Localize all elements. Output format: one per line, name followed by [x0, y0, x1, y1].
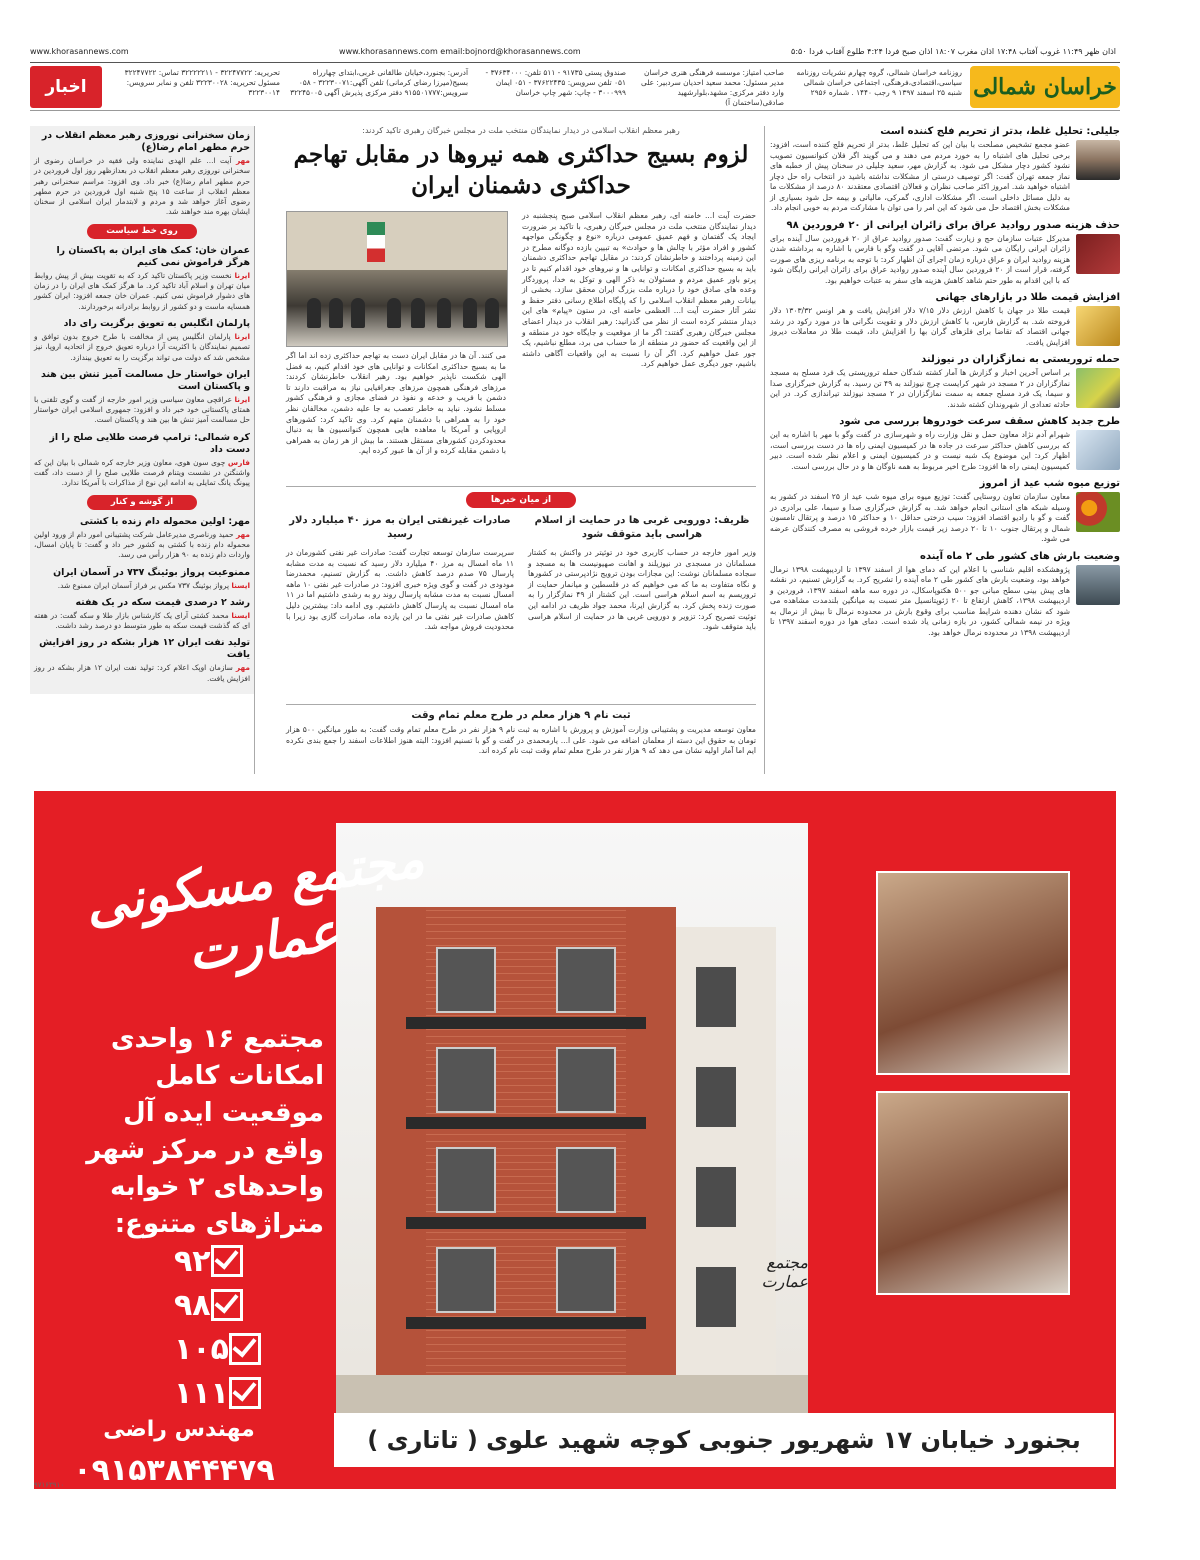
site-url-left[interactable]: www.khorasannews.com	[30, 46, 129, 56]
brief-body: نخست وزیر پاکستان تاکید کرد که به تقویت بیش از پیش روابط میان تهران و اسلام آباد تاکید کرد. ما هرگز کمک های ایران را در زمان های دشوار فراموش نمی کنیم. عمران خان جمعه افزود: ایران کشور همسایه ماست و دو کشور از روابط برادرانه برخوردارند.	[34, 270, 250, 311]
brief-title[interactable]: کره شمالی: ترامپ فرصت طلایی صلح را از دست داد	[49, 431, 250, 455]
passport-photo	[1076, 234, 1120, 274]
lead-story	[286, 211, 756, 456]
prayer-times: اذان ظهر ۱۱:۴۹ غروب آفتاب ۱۷:۴۸ اذان مغرب ۱۸:۰۷ اذان صبح فردا ۴:۲۴ طلوع آفتاب فردا ۵:۵۰	[791, 46, 1116, 56]
news-title[interactable]: حذف هزینه صدور روادید عراق برای زائران ایرانی از ۲۰ فروردین ۹۸	[786, 219, 1120, 231]
masthead-publisher: صاحب امتیاز: موسسه فرهنگی هنری خراسان مدیر مسئول: محمد سعید احدیان سردبیر: علی وارد دفتر مرکزی: مشهد،بلوارشهید صادقی(ساختمان آ)	[641, 68, 784, 107]
masthead-issue-info: روزنامه خراسان شمالی، گروه چهارم نشریات روزنامه سیاسی،اقتصادی،فرهنگی، اجتماعی خراسان شمالی شنبه ۲۵ اسفند ۱۳۹۷ ۹ رجب ۱۴۴۰ . شماره ۲۹۵۶	[796, 68, 962, 97]
sub-story-zarif	[528, 514, 756, 633]
news-body: بر اساس آخرین اخبار و گزارش ها آمار کشته شدگان حمله تروریستی یک فرد مسلح به مسجد نمازگزاران در ۲ مسجد در شهر کرایست چرچ نیوزلند به ۴۹ تن رسید. به گزارش خبرگزاری صدا و سیما، یک فرد مسلح جمعه به سمت نمازگزاران در ۲ مسجد نیوزلند تیراندازی کرد. در این حادثه تعدادی از شهروندان کشته شدند.	[770, 368, 1070, 409]
real-estate-ad[interactable]	[34, 791, 1116, 1489]
news-title[interactable]: افزایش قیمت طلا در بازارهای جهانی	[935, 292, 1120, 303]
brief-source: فارس	[227, 457, 250, 467]
ad-address: بجنورد خیابان ۱۷ شهریور جنوبی کوچه شهید علوی ( تاتاری )	[334, 1413, 1114, 1467]
brief-title[interactable]: ممنوعیت پرواز بوئینگ ۷۳۷ در آسمان ایران	[53, 566, 250, 578]
news-body: معاون سازمان تعاون روستایی گفت: توزیع میوه برای میوه شب عید از ۲۵ اسفند در کشور به وسیله شبکه های استانی انجام خواهد شد. به گزارش خبرگزاری صدا و سیما، علی برادری در گفت و گو با رادیو اقتصاد افزود: سیب درختی حداقل ۱۰ و حداکثر ۱۵ درصد و پرتقال تامسون شمال و پرتقال جنوب ۱۰ تا ۲۰ درصد زیر قیمت بازار خرده فروشی به مصرف کنندگان عرضه می شود.	[770, 492, 1071, 543]
sub-story-title[interactable]: ظریف: دورویی غربی ها در حمایت از اسلام هراسی باید متوقف شود	[534, 515, 750, 540]
sub-story-body: سرپرست سازمان توسعه تجارت گفت: صادرات غیر نفتی کشورمان در ۱۱ ماه امسال به مرز ۴۰ میلیارد دلار رسید که نسبت به مدت مشابه پارسال ۷۵ صدم درصد کاهش داشت. به گزارش تسنیم، محمدرضا مودودی در گفت و گوی ویژه خبری افزود: در صادرات غیر نفتی ۱۰ ماهه امسال نسبت به مدت مشابه پارسال روند رو به رشدی داشتیم اما در ۱۱ ماه امسال نسبت به پارسال کاهش داشتیم. وی ادامه داد: بیشترین دلیل کاهش صادرات غیر نفتی ما در این یازده ماه، صادرات گازی بود زیرا با محدودیت فروش مواجه شد.	[286, 548, 515, 632]
brief-item	[34, 597, 250, 632]
checkbox-icon	[229, 1377, 261, 1409]
sub-story-teachers	[286, 710, 756, 757]
brief-title[interactable]: رشد ۲ درصدی قیمت سکه در یک هفته	[75, 596, 250, 608]
brief-body: پرواز بوئینگ ۷۳۷ مکس بر فراز آسمان ایران ممنوع شد.	[57, 580, 230, 590]
around-badge: از گوشه و کنار	[87, 495, 197, 510]
brief-body: محمد کشتی آرای یک کارشناس بازار طلا و سکه گفت: در هفته ای که گذشت قیمت سکه به طور متوسط دو درصد رشد داشت.	[34, 610, 250, 631]
brief-title[interactable]: پارلمان انگلیس به تعویق برگزیت رای داد	[63, 317, 250, 329]
brief-item	[34, 245, 250, 312]
center-lead-column	[286, 126, 756, 756]
feature-line: موقعیت ایده آل	[123, 1098, 324, 1128]
brief-title[interactable]: عمران خان: کمک های ایران به پاکستان را هرگز فراموش نمی کنیم	[56, 244, 250, 268]
ad-sizes-list	[174, 1239, 314, 1415]
jalili-photo	[1076, 140, 1120, 180]
brief-source: ایرنا	[234, 270, 250, 280]
fruit-photo	[1076, 492, 1120, 532]
sub-story-title[interactable]: ثبت نام ۹ هزار معلم در طرح معلم تمام وقت	[411, 710, 631, 721]
masthead	[30, 64, 1120, 111]
building-facade	[376, 907, 676, 1407]
news-item	[770, 126, 1120, 214]
masthead-address: آدرس: بجنورد،خیابان طالقانی غربی،ابتدای چهارراه بسیج(میرزا رضای کرمانی) تلفن آگهی:۳۲۲۳۰۰۷۱ - ۰۵۸ سرویس:۹۱۵۵۰۱۷۷۷ دفتر مرکزی پذیرش آگهی ۳۲۲۴۵۰۰۵	[290, 68, 468, 97]
brief-body: چوی سون هوی، معاون وزیر خارجه کره شمالی با بیان این که واشنگتن در نشست ویتنام فرصت طلایی صلح را از دست داد، گفت پیونگ یانگ تمایلی به ادامه این نوع از مذاکرات با آمریکا ندارد.	[34, 457, 250, 488]
leader-meeting-photo	[286, 211, 508, 347]
brief-item	[34, 567, 250, 591]
news-title[interactable]: جلیلی: تحلیل غلط، بدتر از تحریم فلج کننده است	[880, 126, 1120, 137]
news-body: پژوهشکده اقلیم شناسی با اعلام این که دمای هوا از اسفند ۱۳۹۷ تا اردیبهشت ۱۳۹۸ نرمال خواهد بود، وضعیت بارش های کشور طی ۲ ماه آینده را تشریح کرد. به گزارش تسنیم، در نقشه های پیش بینی سطح مبانی جو ۵۰۰ هکتوپاسکال، در دوره سه ماهه اسفند ۱۳۹۷، فروردین و اردیبهشت ۱۳۹۸، کاهش ارتفاع تا ۲۰ ژئوپتانسیل متر نسبت به میانگین بلندمدت مشاهده می شود که نشان دهنده شرایط مناسب برای وقوع بارش در محدوده نرمال تا بیش از نرمال به ویژه در نیمه شمالی کشور، در بازه زمانی یاد شده است. دمای هوا در دوره اسفند ۱۳۹۷ تا اردیبهشت ۱۳۹۸ در محدوده نرمال خواهد بود.	[770, 564, 1071, 637]
column-divider	[764, 126, 765, 774]
news-item	[770, 416, 1120, 472]
brief-source: ایسنا	[231, 610, 251, 620]
brief-body: عراقچی معاون سیاسی وزیر امور خارجه از گفت و گوی تلفنی با همتای پاکستانی خود خبر داد و افزود: جمهوری اسلامی ایران خواستار حل مسالمت آمیز تنش ها بین هند و پاکستان است.	[34, 394, 250, 425]
brief-source: مهر	[235, 156, 250, 165]
brief-item	[34, 318, 250, 363]
news-title[interactable]: حمله تروریستی به نمازگزاران در نیوزلند	[921, 354, 1120, 365]
brief-body: حمید ورناصری مدیرعامل شرکت پشتیبانی امور دام از ورود اولین محموله دام زنده با کشتی به کشور خبر داد و گفت: تا پایان امسال، واردات دام زنده به ۹۰ هزار رأس می رسد.	[34, 529, 250, 560]
sub-story-exports	[286, 514, 514, 633]
brief-source: ایسنا	[231, 580, 250, 590]
ad-features	[74, 1021, 324, 1243]
brief-title[interactable]: مهر: اولین محموله دام زنده با کشتی	[79, 515, 250, 527]
news-title[interactable]: وضعیت بارش های کشور طی ۲ ماه آینده	[920, 550, 1120, 562]
size-option: ۱۰۵	[174, 1327, 314, 1371]
brief-item	[34, 369, 250, 426]
brief-item	[34, 516, 250, 561]
news-body: عضو مجمع تشخیص مصلحت با بیان این که تحلیل غلط، بدتر از تحریم فلج کننده است، افزود: برخی تحلیل های اشتباه را به خورد مردم می دهند و می گویند اگر فلان کنوانسیون تصویب نشود کشور دچار مشکل می شود. به گزارش مهر، سعید جلیلی در سخنان پیش از خطبه های نماز جمعه تهران گفت: اگر توصیف درستی از مشکلات نداشته باشید در انتخاب راه حل دچار اشتباه خواهید شد. امروز اکثر صاحب نظران و فعالان اقتصادی معتقدند ۸۰ درصد از مشکلات ما به دلیل مسائل داخلی است. اگر مشکلات اداری، گمرکی، مالیاتی و بیمه حل شود بسیاری از مشکلات بخش اقتصاد حل می شود که این امر را می توان با مشارکت مردم به خوبی انجام داد.	[770, 140, 1070, 212]
gold-bars-photo	[1076, 306, 1120, 346]
brief-item	[34, 637, 250, 684]
brief-item	[34, 432, 250, 489]
lead-kicker: رهبر معظم انقلاب اسلامی در دیدار نمایندگان منتخب ملت در مجلس خبرگان رهبری تاکید کردند:	[362, 126, 680, 135]
newspaper-page	[30, 40, 1120, 1510]
building-sign: مجتمع عمارت	[761, 1253, 808, 1291]
feature-line: واقع در مرکز شهر	[86, 1135, 324, 1165]
news-body: قیمت طلا در جهان با کاهش ارزش دلار ۷/۱۵ دلار افزایش یافت و هر اونس ۱۳۰۳/۳۲ دلار فروخته شد. به گزارش فارس، با کاهش ارزش دلار و تقویت نگرانی ها در مورد رکود در رشد جهانی اقتصاد که تقاضا برای فلزهای گران بها را افزایش داد، قیمت طلا در معاملات دیروز افزایش یافت.	[770, 306, 1071, 347]
lead-body-left: می کنند. آن ها در مقابل ایران دست به تهاجم حداکثری زده اند اما اگر ما به بسیج حداکثری امکانات و توانایی های خود اقدام کنیم، به فضل الهی شکست ناپذیر خواهیم بود. رهبر انقلاب خاطرنشان کردند: مرزهای فرهنگی همچون مرزهای جغرافیایی نیاز به مراقبت دارند تا دشمن با فریب و خدعه و نفوذ در فضای مجازی و فرهنگی کشور مسلط نشود. نباید به خاطر تعصب به جا علیه دشمن، مخالفان نظر خود را به همراهی با دشمنان متهم کرد. وی تاکید کرد: کشورهای اروپایی و آمریکا با معاهده هایی همچون کنوانسیون ها به دنبال محدودکردن کشورهای مستقل هستند. ما بیش از هر زمان به همراهی با دشمن مقابله کرده و از آن ها عبور کرده ایم.	[286, 351, 506, 456]
speed-camera-photo	[1076, 430, 1120, 470]
feature-line: واحدهای ۲ خوابه	[110, 1172, 324, 1202]
sub-story-body: وزیر امور خارجه در حساب کاربری خود در توئیتر در واکنش به کشتار مسلمانان در مسجدی در نیوزیلند و اهانت صهیونیست ها به مسجد و سجاده مسلمانان نوشت: این مجازات بودن ترویج نژادپرستی در کشورها و نگاه متفاوت به ما که می خواهیم که در فلسطین و میانمار حمایت از تروریسم به اسم اسلام هراسی است. این کشتار از ۴۹ نمازگزار را به صورت زنده پخش کرد. به گزارش ایرنا، محمد جواد ظریف در ادامه این توئیت تصریح کرد: تزویر و دورویی غربی ها در حمایت از اسلام هراسی باید متوقف شود.	[528, 548, 756, 632]
news-item	[770, 478, 1120, 545]
police-photo	[1076, 368, 1120, 408]
news-item	[770, 292, 1120, 348]
section-badge: اخبار	[30, 66, 102, 108]
ad-phone[interactable]: ۰۹۱۵۳۸۴۴۴۷۹	[73, 1453, 275, 1488]
brief-item	[34, 130, 250, 218]
right-news-column	[770, 126, 1120, 644]
news-item	[770, 354, 1120, 410]
politics-badge: روی خط سیاست	[87, 224, 197, 239]
checkbox-icon	[229, 1333, 261, 1365]
sub-story-body: معاون توسعه مدیریت و پشتیبانی وزارت آموزش و پرورش با اشاره به ثبت نام ۹ هزار نفر در طرح معلم تمام وقت گفت: به طور میانگین ۵۰۰ هزار تومان به حقوق این دسته از معلمان اضافه می شود. علی ا... یارمحمدی در گفت و گو با تسنیم افزود: البته هنوز اطلاعات اسفند را جمع بندی نکرده ایم اما آمار اولیه نشان می دهد که ۹ هزار نفر در طرح معلم تمام وقت ثبت نام کرده اند.	[286, 725, 756, 756]
news-body: شهرام آدم نژاد معاون حمل و نقل وزارت راه و شهرسازی در گفت وگو با مهر با اشاره به این که بررسی کاهش حداکثر سرعت در جاده ها در کمیسیون ایمنی راه ها در دست بررسی است، اظهار کرد: این موضوع یک شبه نیست و در کمیسیون ایمنی و اعلام نظر شده است. دبیر کمیسیون ایمنی راه ها افزود: طرح اخیر مربوط به همه ناوگان ها و در حال بررسی است.	[770, 430, 1070, 471]
left-briefs-column	[30, 126, 254, 694]
news-tag-badge: از میان خبرها	[466, 492, 576, 508]
masthead-phones: تحریریه: ۳۲۲۴۷۷۲۲ - ۳۲۲۲۲۲۱۱ تماس: ۳۲۲۴۷۷۲۲ مسئول تحریریه: ۳۲۲۳۰۰۲۸ تلفن و نمابر سرویس: ۳۲۲۳۰۰۱۴	[124, 68, 280, 97]
top-info-strip	[30, 40, 1120, 63]
feature-line: مجتمع ۱۶ واحدی	[110, 1024, 324, 1054]
brief-source: ایرنا	[234, 394, 250, 404]
brief-body: پارلمان انگلیس پس از مخالفت با طرح خروج بدون توافق و تصمیم نمایندگان با اکثریت آرا درباره تعویق خروج از اتحادیه اروپا، نیز مشخص شد که دولت می تواند برگزیت را به تعویق بیندازد.	[34, 331, 250, 362]
newspaper-logo: خراسان شمالی	[970, 66, 1120, 108]
brief-title[interactable]: زمان سخنرانی نوروزی رهبر معظم انقلاب در حرم مطهر امام رضا(ع)	[41, 130, 250, 153]
checkbox-icon	[211, 1289, 243, 1321]
brief-source: ایرنا	[234, 331, 250, 341]
column-divider	[254, 126, 255, 774]
news-title[interactable]: توزیع میوه شب عید از امروز	[979, 478, 1120, 489]
ad-title: مجتمع مسکونی عمارت	[81, 827, 428, 983]
contact-info[interactable]: www.khorasannews.com email:bojnord@khorasannews.com	[339, 46, 581, 56]
brief-source: مهر	[235, 529, 250, 539]
masthead-postal: صندوق پستی ۹۱۷۳۵ - ۵۱۱ تلفن: ۳۷۶۳۴۰۰۰ - ۰۵۱ تلفن سرویس: ۳۷۶۲۲۴۳۵ - ۰۵۱ ایمان ۳۰۰۰۹۹۹ - چاپ: شهر چاپ خراسان	[485, 68, 626, 97]
size-option: ۹۲	[174, 1239, 314, 1283]
news-body: مدیرکل عتبات سازمان حج و زیارت گفت: صدور روادید عراق از ۲۰ فروردین سال آینده برای زائران ایرانی رایگان می شود. مرتضی آقایی در گفت وگو با فارس با اشاره به برداشته شدن هزینه روادید ایران و عراق درباره زمان اجرای آن اظهار کرد: با توجه به برنامه ریزی های صورت گرفته، قرار است از ۲۰ فروردین سال آینده صدور روادید عراق برای زائران ایرانی رایگان شود که با این اقدام به طور حتم شاهد کاهش هزینه های سفر به عتبات خواهیم بود.	[770, 233, 1070, 285]
feature-line: متراژهای متنوع:	[114, 1209, 324, 1239]
brief-title[interactable]: ایران خواستار حل مسالمت آمیز تنش بین هند و پاکستان است	[41, 368, 250, 392]
brief-body: سازمان اوپک اعلام کرد: تولید نفت ایران ۱۲ هزار بشکه در روز افزایش یافت.	[34, 663, 250, 683]
lead-body-right: حضرت آیت ا... خامنه ای، رهبر معظم انقلاب اسلامی صبح پنجشنبه در دیدار نمایندگان منتخب ملت در مجلس خبرگان رهبری، با تاکید بر ضرورت ایجاد یک گفتمان و فهم عمیق عمومی درباره «نوع و چگونگی مواجهه کشور و افراد مؤثر با چالش ها و حوادث» به تبیین بازده دوگانه مطرح در این زمینه پرداختند و خاطرنشان کردند: در مقابل تهاجم حداکثری دشمنان باید به بسیج حداکثری امکانات و توانایی ها و نیروهای خود اقدام کنیم تا در پرتو باور عمیق مردم و مسئولان به ذکر الهی و توکل به خدا، پروردگار وعده های صادق خود را درباره ملت بزرگ ایران محقق سازد. بخشی از بیانات رهبر معظم انقلاب اسلامی را که پایگاه اطلاع رسانی دفتر حفظ و نشر آثار حضرت آیت ا... العظمی خامنه ای، در ستون «پیام» های این دیدار منتشر کرده است از نظر می گذرانید: رهبر انقلاب در دیدار اعضای مجلس خبرگان رهبری گفتند: اگر ما از موقعیت و جایگاه خود در منطقه و از این واقعیت که حضور در منطقه از ما حساب می برد، مطلع نباشیم، یک جور عمل خواهیم کرد. اگر آن را نسبت به این واقعیات آگاهی داشته باشیم، جور دیگری عمل خواهیم کرد.	[522, 211, 756, 369]
news-item	[770, 220, 1120, 287]
render-detail-1	[876, 871, 1070, 1075]
divider	[286, 704, 756, 705]
brief-source: مهر	[235, 663, 250, 673]
ad-code: ۹۷۱۶۳۹۱۰	[34, 1481, 65, 1489]
rain-photo	[1076, 565, 1120, 605]
size-option: ۹۸	[174, 1283, 314, 1327]
render-detail-2	[876, 1091, 1070, 1295]
lead-headline[interactable]: لزوم بسیج حداکثری همه نیروها در مقابل تهاجم حداکثری دشمنان ایران	[293, 141, 749, 199]
brief-title[interactable]: تولید نفت ایران ۱۲ هزار بشکه در روز افزایش یافت	[39, 637, 250, 661]
sub-story-title[interactable]: صادرات غیرنفتی ایران به مرز ۴۰ میلیارد دلار رسید	[289, 515, 511, 540]
brief-body: آیت ا... علم الهدی نماینده ولی فقیه در خراسان رضوی از سخنرانی نوروزی رهبر معظم انقلاب در بعدازظهر روز اول فروردین در حرم مطهر امام رضا(ع) خبر داد. وی افزود: مراسم سخنرانی رهبر معظم انقلاب از ساعت ۱۵ پنج شنبه اول فروردین در حرم مطهر رضوی آغاز خواهد شد و مردم و لابتدمار ایران اسلامی از سخنان ایشان بهره مند خواهند شد.	[34, 156, 250, 217]
news-item	[770, 551, 1120, 639]
news-title[interactable]: طرح جدید کاهش سقف سرعت خودروها بررسی می شود	[839, 416, 1120, 427]
size-option: ۱۱۱	[174, 1371, 314, 1415]
ad-engineer: مهندس راضی	[103, 1417, 255, 1442]
checkbox-icon	[211, 1245, 243, 1277]
feature-line: امکانات کامل	[155, 1061, 324, 1091]
divider	[286, 486, 756, 487]
